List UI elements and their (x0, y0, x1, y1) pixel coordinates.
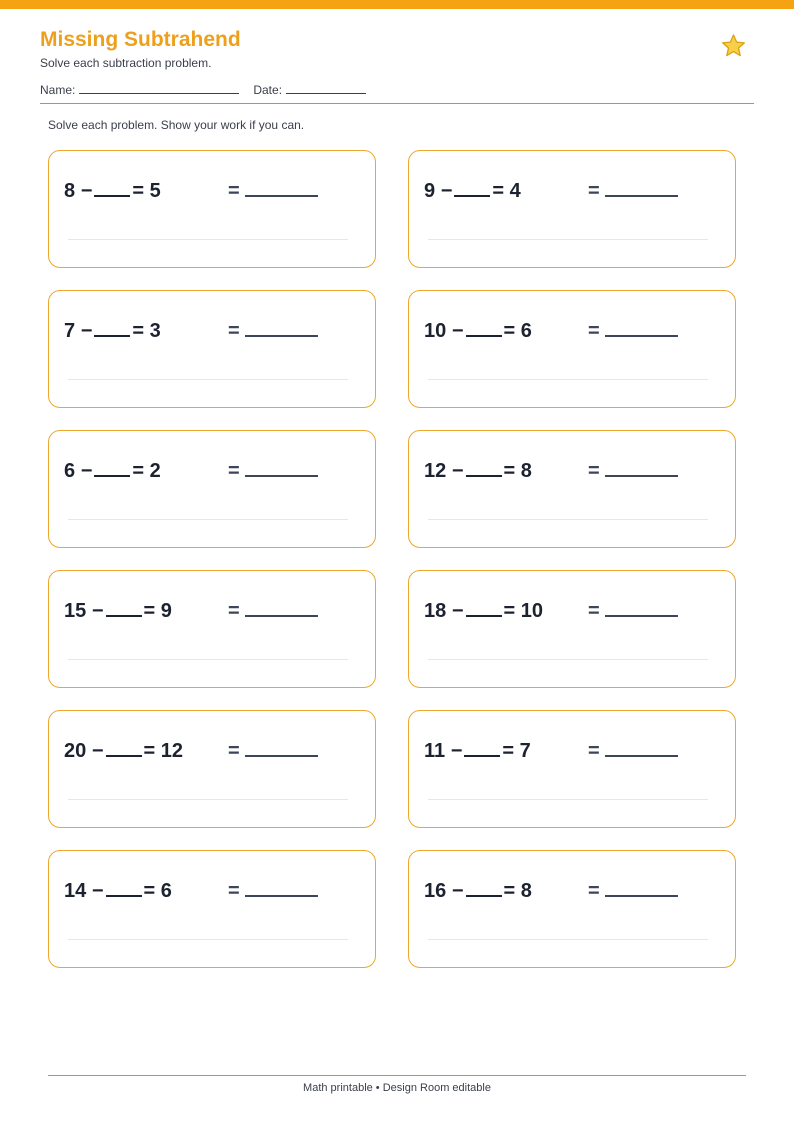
name-label: Name: (40, 83, 76, 97)
minus-sign: − (80, 320, 93, 342)
difference: = 2 (132, 460, 161, 482)
problem-expression (424, 317, 532, 343)
answer-equals: = (228, 880, 240, 902)
answer-line[interactable] (605, 177, 678, 197)
answer-area (588, 597, 678, 623)
minuend: 6 (64, 460, 76, 482)
page-title: Missing Subtrahend (40, 28, 241, 51)
problem-card (408, 150, 736, 268)
missing-subtrahend-blank[interactable] (466, 597, 502, 617)
answer-line[interactable] (245, 177, 318, 197)
answer-line[interactable] (245, 877, 318, 897)
problem-card (48, 850, 376, 968)
work-line[interactable] (68, 239, 348, 240)
answer-area (588, 317, 678, 343)
difference: = 7 (502, 740, 531, 762)
minus-sign: − (91, 880, 104, 902)
instructions-text: Solve each problem. Show your work if you can. (48, 118, 305, 132)
difference: = 9 (143, 600, 172, 622)
minuend: 8 (64, 180, 76, 202)
problem-expression (424, 457, 532, 483)
answer-line[interactable] (605, 597, 678, 617)
missing-subtrahend-blank[interactable] (106, 877, 142, 897)
missing-subtrahend-blank[interactable] (106, 737, 142, 757)
difference: = 4 (492, 180, 521, 202)
work-line[interactable] (68, 659, 348, 660)
footer-text: Math printable • Design Room editable (303, 1082, 491, 1094)
missing-subtrahend-blank[interactable] (94, 457, 130, 477)
minuend: 18 (424, 600, 447, 622)
problem-card (408, 570, 736, 688)
missing-subtrahend-blank[interactable] (466, 317, 502, 337)
minus-sign: − (91, 740, 104, 762)
problem-card (408, 430, 736, 548)
minus-sign: − (80, 460, 93, 482)
answer-area (228, 737, 318, 763)
problem-card (48, 150, 376, 268)
work-line[interactable] (428, 939, 708, 940)
answer-line[interactable] (245, 457, 318, 477)
answer-area (228, 177, 318, 203)
difference: = 6 (503, 320, 532, 342)
top-accent-bar (0, 0, 794, 9)
difference: = 10 (503, 600, 543, 622)
difference: = 6 (143, 880, 172, 902)
work-line[interactable] (68, 799, 348, 800)
answer-equals: = (228, 600, 240, 622)
problem-expression (64, 177, 161, 203)
answer-equals: = (228, 320, 240, 342)
problem-expression (424, 177, 521, 203)
answer-area (588, 737, 678, 763)
problem-card (408, 710, 736, 828)
work-line[interactable] (428, 239, 708, 240)
difference: = 5 (132, 180, 161, 202)
missing-subtrahend-blank[interactable] (466, 877, 502, 897)
minus-sign: − (451, 460, 464, 482)
problem-expression (64, 457, 161, 483)
work-line[interactable] (428, 379, 708, 380)
difference: = 8 (503, 880, 532, 902)
problem-card (48, 290, 376, 408)
minuend: 9 (424, 180, 436, 202)
minus-sign: − (451, 600, 464, 622)
answer-line[interactable] (605, 737, 678, 757)
work-line[interactable] (68, 939, 348, 940)
missing-subtrahend-blank[interactable] (466, 457, 502, 477)
difference: = 3 (132, 320, 161, 342)
page-subtitle: Solve each subtraction problem. (40, 56, 212, 70)
problem-expression (64, 737, 183, 763)
minuend: 7 (64, 320, 76, 342)
footer-divider (48, 1075, 746, 1076)
date-field[interactable] (286, 82, 366, 94)
work-line[interactable] (68, 379, 348, 380)
problem-expression (64, 317, 161, 343)
difference: = 8 (503, 460, 532, 482)
work-line[interactable] (428, 799, 708, 800)
problem-card (408, 290, 736, 408)
answer-area (228, 317, 318, 343)
minuend: 12 (424, 460, 447, 482)
answer-line[interactable] (605, 457, 678, 477)
problem-card (48, 570, 376, 688)
work-line[interactable] (428, 659, 708, 660)
answer-equals: = (588, 180, 600, 202)
problem-card (48, 710, 376, 828)
answer-equals: = (228, 460, 240, 482)
answer-line[interactable] (245, 737, 318, 757)
work-line[interactable] (68, 519, 348, 520)
answer-equals: = (228, 180, 240, 202)
answer-equals: = (588, 740, 600, 762)
problem-expression (424, 737, 531, 763)
answer-equals: = (588, 320, 600, 342)
missing-subtrahend-blank[interactable] (454, 177, 490, 197)
minus-sign: − (450, 740, 463, 762)
missing-subtrahend-blank[interactable] (94, 317, 130, 337)
minuend: 16 (424, 880, 447, 902)
answer-equals: = (588, 880, 600, 902)
answer-area (588, 457, 678, 483)
answer-line[interactable] (245, 317, 318, 337)
star-icon (720, 33, 747, 59)
answer-area (588, 177, 678, 203)
missing-subtrahend-blank[interactable] (106, 597, 142, 617)
answer-equals: = (588, 600, 600, 622)
problem-expression (424, 597, 543, 623)
answer-line[interactable] (245, 597, 318, 617)
minus-sign: − (440, 180, 453, 202)
problem-expression (424, 877, 532, 903)
missing-subtrahend-blank[interactable] (464, 737, 500, 757)
answer-area (588, 877, 678, 903)
problem-expression (64, 877, 172, 903)
minuend: 20 (64, 740, 87, 762)
difference: = 12 (143, 740, 183, 762)
answer-equals: = (588, 460, 600, 482)
minus-sign: − (451, 880, 464, 902)
problem-expression (64, 597, 172, 623)
problem-card (48, 430, 376, 548)
answer-area (228, 457, 318, 483)
minus-sign: − (451, 320, 464, 342)
answer-line[interactable] (605, 877, 678, 897)
minuend: 15 (64, 600, 87, 622)
answer-equals: = (228, 740, 240, 762)
problem-card (408, 850, 736, 968)
name-date-row (40, 82, 366, 97)
answer-area (228, 877, 318, 903)
answer-line[interactable] (605, 317, 678, 337)
minuend: 14 (64, 880, 87, 902)
answer-area (228, 597, 318, 623)
work-line[interactable] (428, 519, 708, 520)
minus-sign: − (80, 180, 93, 202)
minuend: 11 (424, 740, 446, 762)
minus-sign: − (91, 600, 104, 622)
header-divider (40, 103, 754, 104)
missing-subtrahend-blank[interactable] (94, 177, 130, 197)
minuend: 10 (424, 320, 447, 342)
date-label: Date: (253, 83, 283, 97)
name-field[interactable] (79, 82, 239, 94)
